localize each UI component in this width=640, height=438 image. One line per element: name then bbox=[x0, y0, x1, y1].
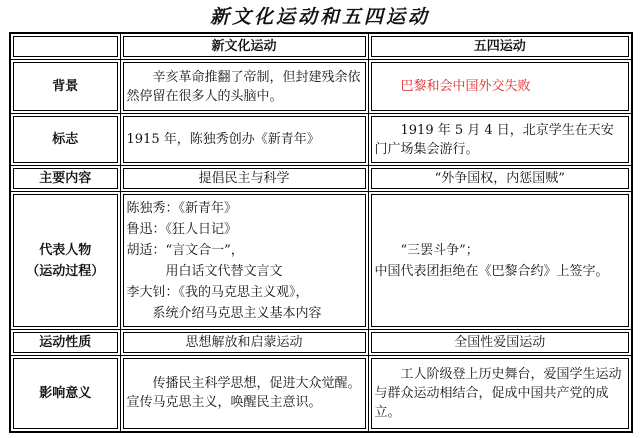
cell-may-fourth-nature: 全国性爱国运动 bbox=[368, 330, 632, 356]
page-title: 新文化运动和五四运动 bbox=[209, 6, 430, 28]
cell-new-culture-marker: 1915 年，陈独秀创办《新青年》 bbox=[120, 114, 368, 166]
cell-may-fourth-content: “外争国权，内惩国贼” bbox=[368, 166, 632, 192]
table-row-impact bbox=[10, 356, 632, 432]
table-header-row bbox=[10, 33, 632, 60]
cell-new-culture-figures: 陈独秀：《新青年》 鲁迅：《狂人日记》 胡适：“言文合一”， 用白话文代替文言文 李大钊：《我的马克思主义观》， 系统介绍马克思主义基本内容 bbox=[120, 192, 368, 330]
cell-may-fourth-marker: 1919 年 5 月 4 日，北京学生在天安门广场集会游行。 bbox=[368, 114, 632, 166]
row-label-marker: 标志 bbox=[10, 114, 120, 166]
row-label-figures: 代表人物 （运动过程） bbox=[10, 192, 120, 330]
row-label-content: 主要内容 bbox=[10, 166, 120, 192]
cell-may-fourth-figures: “三罢斗争”； 中国代表团拒绝在《巴黎合约》上签字。 bbox=[368, 192, 632, 330]
table-row-content bbox=[10, 166, 632, 192]
table-row-marker bbox=[10, 114, 632, 166]
header-cell-empty bbox=[10, 33, 120, 60]
cell-may-fourth-impact: 工人阶级登上历史舞台，爱国学生运动与群众运动相结合，促成中国共产党的成立。 bbox=[368, 356, 632, 432]
table-row-figures bbox=[10, 192, 632, 330]
cell-new-culture-content: 提倡民主与科学 bbox=[120, 166, 368, 192]
comparison-table bbox=[9, 32, 633, 433]
table-row-nature bbox=[10, 330, 632, 356]
cell-new-culture-nature: 思想解放和启蒙运动 bbox=[120, 330, 368, 356]
cell-new-culture-background: 辛亥革命推翻了帝制，但封建残余依然停留在很多人的头脑中。 bbox=[120, 60, 368, 114]
row-label-background: 背景 bbox=[10, 60, 120, 114]
cell-may-fourth-background: 巴黎和会中国外交失败 bbox=[368, 60, 632, 114]
table-row-background bbox=[10, 60, 632, 114]
header-cell-new-culture: 新文化运动 bbox=[120, 33, 368, 60]
row-label-impact: 影响意义 bbox=[10, 356, 120, 432]
row-label-nature: 运动性质 bbox=[10, 330, 120, 356]
cell-new-culture-impact: 传播民主科学思想，促进大众觉醒。宣传马克思主义，唤醒民主意识。 bbox=[120, 356, 368, 432]
header-cell-may-fourth: 五四运动 bbox=[368, 33, 632, 60]
